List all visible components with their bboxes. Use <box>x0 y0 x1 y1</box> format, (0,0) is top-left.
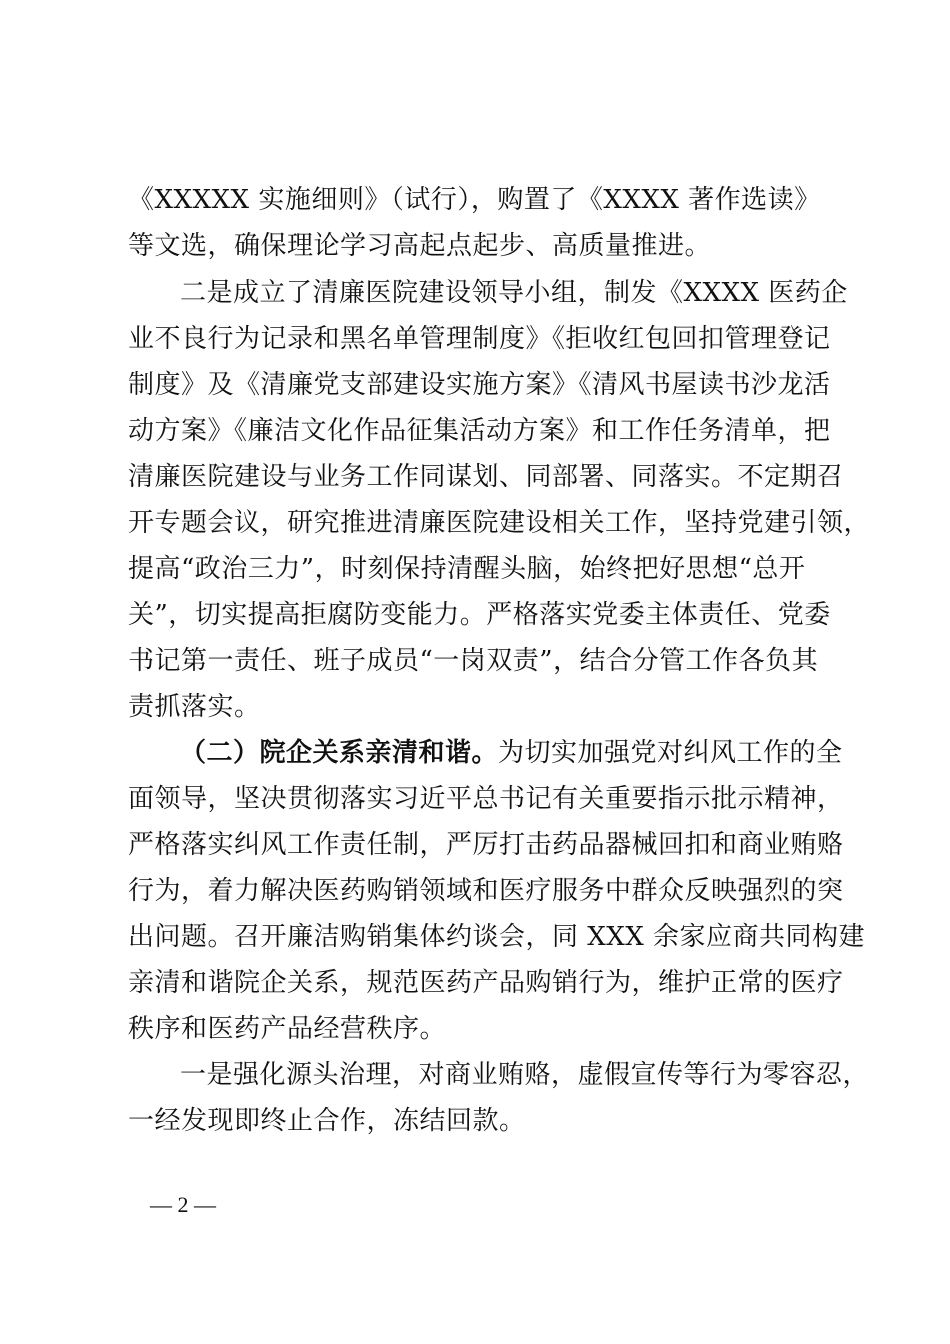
paragraph-line: 清廉医院建设与业务工作同谋划、同部署、同落实。不定期召 <box>128 462 844 492</box>
paragraph-line: 动方案》《廉洁文化作品征集活动方案》和工作任务清单，把 <box>128 416 831 446</box>
section-heading-continuation: 为切实加强党对纠风工作的全 <box>498 738 843 768</box>
paragraph-line: 制度》及《清廉党支部建设实施方案》《清风书屋读书沙龙活 <box>128 370 831 400</box>
section-heading: （二）院企关系亲清和谐。 <box>180 738 499 768</box>
page-number: — 2 — <box>150 1192 216 1217</box>
paragraph-line: 等文选，确保理论学习高起点起步、高质量推进。 <box>128 231 712 261</box>
paragraph-line: 行为，着力解决医药购销领域和医疗服务中群众反映强烈的突 <box>128 876 844 906</box>
paragraph-line: 面领导，坚决贯彻落实习近平总书记有关重要指示批示精神， <box>128 784 844 814</box>
paragraph-line: 关”，切实提高拒腐防变能力。严格落实党委主体责任、党委 <box>128 600 831 630</box>
paragraph-line: 开专题会议，研究推进清廉医院建设相关工作，坚持党建引领， <box>128 508 871 538</box>
paragraph-line: 秩序和医药产品经营秩序。 <box>128 1014 447 1044</box>
section-heading-line <box>180 740 843 766</box>
paragraph-line: 严格落实纠风工作责任制，严厉打击药品器械回扣和商业贿赂 <box>128 830 844 860</box>
paragraph-line: 书记第一责任、班子成员“一岗双责”，结合分管工作各负其 <box>128 646 819 676</box>
paragraph-line: 责抓落实。 <box>128 692 261 722</box>
paragraph-line: 业不良行为记录和黑名单管理制度》《拒收红包回扣管理登记 <box>128 324 831 354</box>
paragraph-line: 提高“政治三力”，时刻保持清醒头脑，始终把好思想“总开 <box>128 554 806 584</box>
paragraph-line: 《XXXXX 实施细则》（试行），购置了《XXXX 著作选读》 <box>128 185 821 215</box>
paragraph-line: 出问题。召开廉洁购销集体约谈会，同 XXX 余家应商共同构建 <box>128 922 866 952</box>
paragraph-line: 二是成立了清廉医院建设领导小组，制发《XXXX 医药企 <box>180 278 848 308</box>
paragraph-line: 一是强化源头治理，对商业贿赂，虚假宣传等行为零容忍， <box>180 1060 870 1090</box>
paragraph-line: 亲清和谐院企关系，规范医药产品购销行为，维护正常的医疗 <box>128 968 844 998</box>
paragraph-line: 一经发现即终止合作，冻结回款。 <box>128 1106 526 1136</box>
